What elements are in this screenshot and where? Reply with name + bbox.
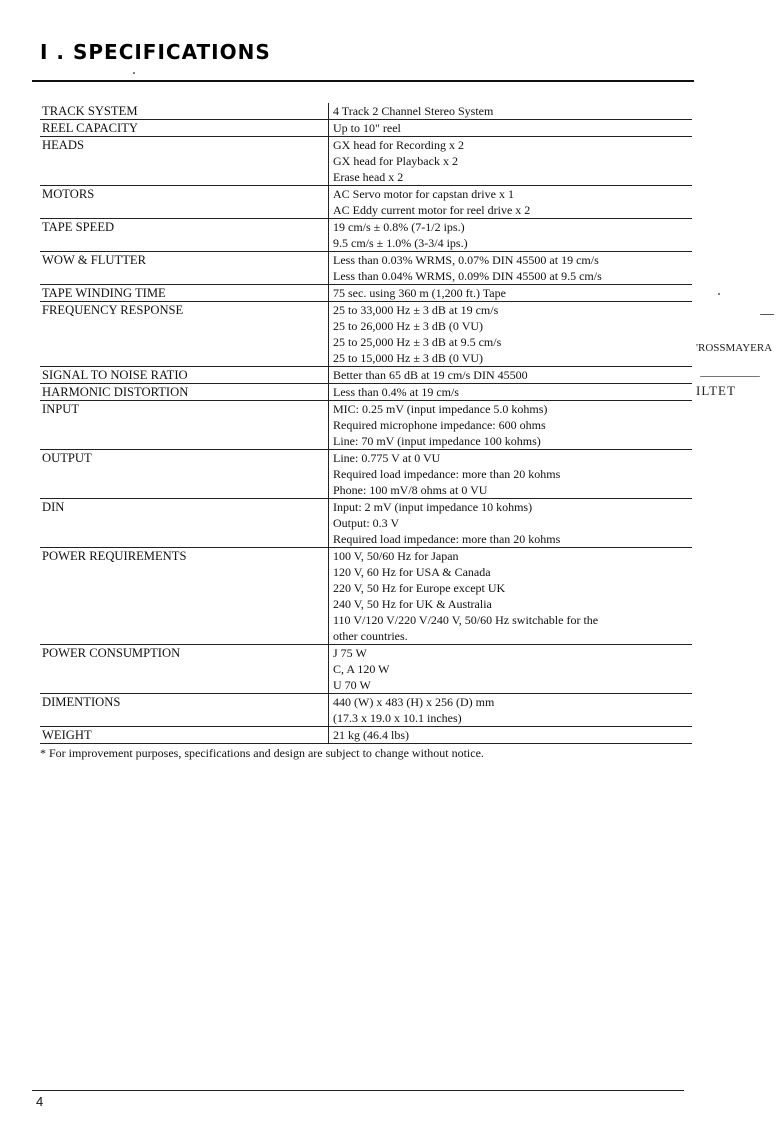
spec-row xyxy=(40,499,692,548)
spec-value-line: AC Eddy current motor for reel drive x 2 xyxy=(333,203,531,217)
specifications-table xyxy=(40,103,692,744)
spec-row xyxy=(40,401,692,450)
spec-value-line: Required microphone impedance: 600 ohms xyxy=(333,418,546,432)
spec-values xyxy=(328,219,692,252)
spec-values xyxy=(328,499,692,548)
spec-value-line: MIC: 0.25 mV (input impedance 5.0 kohms) xyxy=(333,402,548,416)
spec-values xyxy=(328,401,692,450)
spec-value-line: GX head for Playback x 2 xyxy=(333,154,458,168)
spec-value-line: Phone: 100 mV/8 ohms at 0 VU xyxy=(333,483,488,497)
spec-row xyxy=(40,694,692,727)
spec-row xyxy=(40,252,692,285)
footer-divider xyxy=(32,1090,684,1091)
spec-label: TAPE SPEED xyxy=(40,219,328,252)
spec-values xyxy=(328,137,692,186)
spec-value-line: Required load impedance: more than 20 kohms xyxy=(333,467,561,481)
spec-row xyxy=(40,120,692,137)
spec-value-line: 21 kg (46.4 lbs) xyxy=(333,728,409,742)
spec-values xyxy=(328,727,692,744)
spec-value-line: AC Servo motor for capstan drive x 1 xyxy=(333,187,514,201)
spec-value-line: 4 Track 2 Channel Stereo System xyxy=(333,104,494,118)
spec-value-line: 25 to 25,000 Hz ± 3 dB at 9.5 cm/s xyxy=(333,335,502,349)
spec-value-line: J 75 W xyxy=(333,646,367,660)
scan-speck xyxy=(718,293,720,295)
spec-values xyxy=(328,384,692,401)
spec-value-line: 25 to 26,000 Hz ± 3 dB (0 VU) xyxy=(333,319,484,333)
spec-values xyxy=(328,186,692,219)
spec-value-line: Line: 0.775 V at 0 VU xyxy=(333,451,441,465)
spec-values xyxy=(328,367,692,384)
footnote: * For improvement purposes, specifications and design are subject to change without notice. xyxy=(40,746,484,760)
spec-row xyxy=(40,727,692,744)
margin-note: ILTET xyxy=(696,383,736,398)
spec-label: HARMONIC DISTORTION xyxy=(40,384,328,401)
spec-label: POWER CONSUMPTION xyxy=(40,645,328,694)
spec-value-line: 75 sec. using 360 m (1,200 ft.) Tape xyxy=(333,286,506,300)
spec-row xyxy=(40,645,692,694)
spec-value-line: 19 cm/s ± 0.8% (7-1/2 ips.) xyxy=(333,220,465,234)
page-number: 4 xyxy=(36,1094,44,1109)
spec-values xyxy=(328,252,692,285)
spec-value-line: 120 V, 60 Hz for USA & Canada xyxy=(333,565,491,579)
spec-values xyxy=(328,302,692,367)
spec-value-line: Less than 0.4% at 19 cm/s xyxy=(333,385,459,399)
spec-value-line: GX head for Recording x 2 xyxy=(333,138,464,152)
spec-value-line: 25 to 15,000 Hz ± 3 dB (0 VU) xyxy=(333,351,484,365)
spec-row xyxy=(40,137,692,186)
spec-label: FREQUENCY RESPONSE xyxy=(40,302,328,367)
spec-row xyxy=(40,302,692,367)
spec-values xyxy=(328,120,692,137)
spec-value-line: Required load impedance: more than 20 kohms xyxy=(333,532,561,546)
scan-speck xyxy=(700,376,760,377)
spec-row xyxy=(40,548,692,645)
spec-label: REEL CAPACITY xyxy=(40,120,328,137)
spec-row xyxy=(40,285,692,302)
spec-label: DIN xyxy=(40,499,328,548)
spec-value-line: U 70 W xyxy=(333,678,371,692)
spec-value-line: Line: 70 mV (input impedance 100 kohms) xyxy=(333,434,541,448)
scan-speck xyxy=(760,314,774,315)
spec-value-line: Less than 0.04% WRMS, 0.09% DIN 45500 at 9.5 cm/s xyxy=(333,269,602,283)
spec-row xyxy=(40,219,692,252)
spec-value-line: Input: 2 mV (input impedance 10 kohms) xyxy=(333,500,533,514)
spec-row xyxy=(40,450,692,499)
title-divider xyxy=(32,80,694,82)
spec-values xyxy=(328,103,692,120)
spec-value-line: C, A 120 W xyxy=(333,662,390,676)
spec-values xyxy=(328,694,692,727)
margin-note: 'ROSSMAYERA xyxy=(696,342,773,354)
spec-label: SIGNAL TO NOISE RATIO xyxy=(40,367,328,384)
spec-values xyxy=(328,548,692,645)
spec-label: OUTPUT xyxy=(40,450,328,499)
spec-label: INPUT xyxy=(40,401,328,450)
spec-label: TAPE WINDING TIME xyxy=(40,285,328,302)
spec-values xyxy=(328,285,692,302)
spec-label: HEADS xyxy=(40,137,328,186)
spec-value-line: other countries. xyxy=(333,629,408,643)
spec-value-line: Output: 0.3 V xyxy=(333,516,400,530)
page-title: I . SPECIFICATIONS xyxy=(40,40,271,64)
spec-label: POWER REQUIREMENTS xyxy=(40,548,328,645)
spec-row xyxy=(40,367,692,384)
spec-value-line: 9.5 cm/s ± 1.0% (3-3/4 ips.) xyxy=(333,236,468,250)
spec-value-line: Up to 10" reel xyxy=(333,121,401,135)
spec-value-line: (17.3 x 19.0 x 10.1 inches) xyxy=(333,711,462,725)
spec-label: WEIGHT xyxy=(40,727,328,744)
spec-value-line: 110 V/120 V/220 V/240 V, 50/60 Hz switchable for the xyxy=(333,613,599,627)
spec-value-line: 220 V, 50 Hz for Europe except UK xyxy=(333,581,506,595)
spec-value-line: 25 to 33,000 Hz ± 3 dB at 19 cm/s xyxy=(333,303,499,317)
spec-label: DIMENTIONS xyxy=(40,694,328,727)
spec-row xyxy=(40,103,692,120)
spec-value-line: Erase head x 2 xyxy=(333,170,404,184)
spec-label: MOTORS xyxy=(40,186,328,219)
spec-row xyxy=(40,384,692,401)
spec-values xyxy=(328,645,692,694)
spec-values xyxy=(328,450,692,499)
spec-value-line: 240 V, 50 Hz for UK & Australia xyxy=(333,597,492,611)
spec-value-line: 440 (W) x 483 (H) x 256 (D) mm xyxy=(333,695,495,709)
spec-label: WOW & FLUTTER xyxy=(40,252,328,285)
spec-value-line: Better than 65 dB at 19 cm/s DIN 45500 xyxy=(333,368,528,382)
spec-label: TRACK SYSTEM xyxy=(40,103,328,120)
spec-row xyxy=(40,186,692,219)
spec-value-line: 100 V, 50/60 Hz for Japan xyxy=(333,549,459,563)
scan-speck xyxy=(133,72,135,74)
spec-value-line: Less than 0.03% WRMS, 0.07% DIN 45500 at 19 cm/s xyxy=(333,253,599,267)
